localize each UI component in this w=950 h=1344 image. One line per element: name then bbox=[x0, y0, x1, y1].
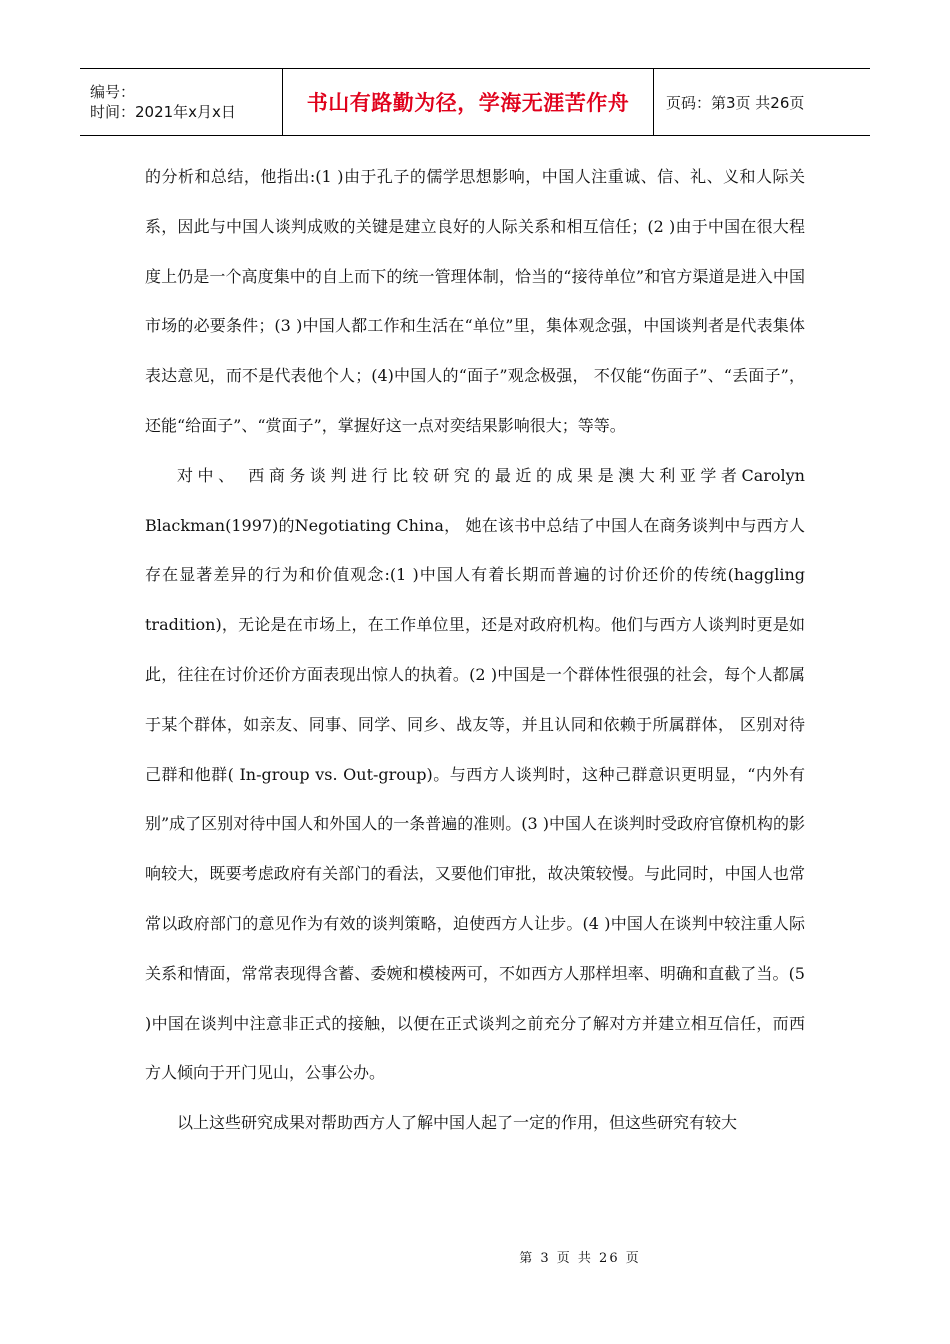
paragraph-summary: 以上这些研究成果对帮助西方人了解中国人起了一定的作用，但这些研究有较大 bbox=[177, 1113, 738, 1133]
header-page-label: 页码：第3页 共26页 bbox=[666, 93, 805, 112]
document-body bbox=[145, 152, 805, 1148]
footer-page-number: 第 3 页 共 26 页 bbox=[519, 1251, 641, 1266]
paragraph-blackman: 对中、 西商务谈判进行比较研究的最近的成果是澳大利亚学者Carolyn Blackman(1997)的Negotiating China， 她在该书中总结了中国人在商务谈判中与西方人存在显著差异的行为和价值观念:(1 )中国人有着长期而普遍的讨价还价的传统(haggling tradition)，无论是在市场上，在工作单位里，还是对政府机构。他们与西方人谈判时更是如此，往往在讨价还价方面表现出惊人的执着。(2 )中国是一个群体性很强的社会，每个人都属于某个群体，如亲友、同事、同学、同乡、战友等，并且认同和依赖于所属群体， 区别对待己群和他群( In-group vs. Out-group)。与西方人谈判时，这种己群意识更明显，“内外有别”成了区别对待中国人和外国人的一条普遍的准则。(3 )中国人在谈判时受政府官僚机构的影响较大，既要考虑政府有关部门的看法，又要他们审批，故决策较慢。与此同时，中国人也常常以政府部门的意见作为有效的谈判策略，迫使西方人让步。(4 )中国人在谈判中较注重人际关系和情面，常常表现得含蓄、委婉和模棱两可，不如西方人那样坦率、明确和直截了当。(5 )中国在谈判中注意非正式的接触，以便在正式谈判之前充分了解对方并建立相互信任，而西方人倾向于开门见山，公事公办。 bbox=[145, 465, 805, 1083]
number-label: 编号： bbox=[90, 83, 136, 101]
header-meta bbox=[80, 69, 282, 135]
header-motto: 书山有路勤为径，学海无涯苦作舟 bbox=[282, 69, 654, 135]
paragraph-continuation: 的分析和总结，他指出:(1 )由于孔子的儒学思想影响，中国人注重诚、信、礼、义和人际关系，因此与中国人谈判成败的关键是建立良好的人际关系和相互信任；(2 )由于中国在很大程度上仍是一个高度集中的自上而下的统一管理体制，恰当的“接待单位”和官方渠道是进入中国市场的必要条件；(3 )中国人都工作和生活在“单位”里，集体观念强，中国谈判者是代表集体表达意见，而不是代表他个人；(4)中国人的“面子”观念极强， 不仅能“伤面子”、“丢面子”，还能“给面子”、“赏面子”，掌握好这一点对奕结果影响很大；等等。 bbox=[145, 167, 805, 435]
time-label: 时间：2021年x月x日 bbox=[90, 103, 236, 121]
page-footer bbox=[0, 1247, 950, 1266]
document-header bbox=[80, 68, 870, 136]
